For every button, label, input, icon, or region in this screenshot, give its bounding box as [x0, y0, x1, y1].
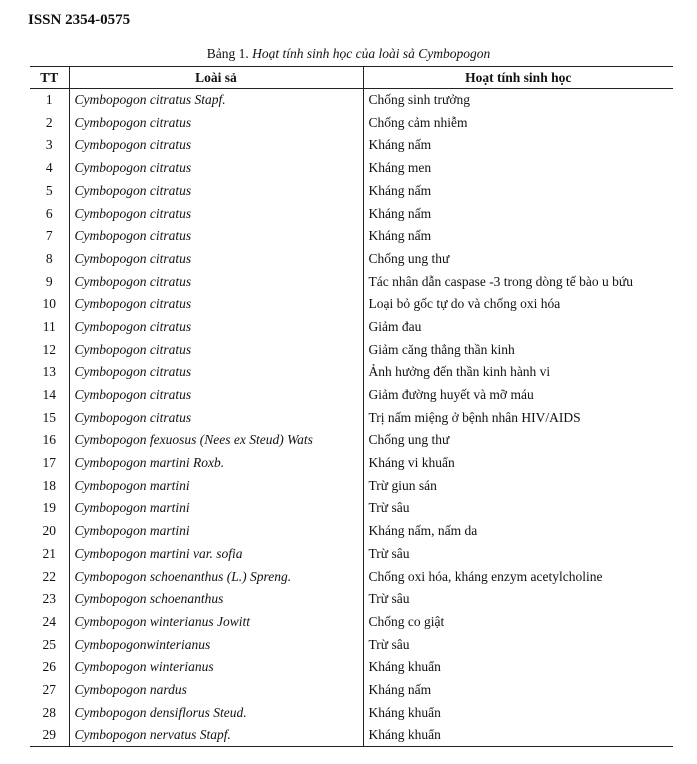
row-number: 29: [30, 724, 69, 747]
species-name: Cymbopogon citratus: [69, 247, 363, 270]
row-number: 15: [30, 406, 69, 429]
bioactivity: Kháng nấm, nấm da: [368, 523, 478, 539]
bioactivity: Trị nấm miệng ở bệnh nhân HIV/AIDS: [368, 409, 581, 425]
table-row: [30, 134, 673, 157]
table-row: [30, 383, 673, 406]
row-number: 3: [30, 134, 69, 157]
bioactivity: Kháng khuẩn: [368, 704, 441, 720]
row-number: 13: [30, 361, 69, 384]
bioactivity-table: [30, 66, 673, 747]
column-header-species: Loài sả: [69, 67, 363, 89]
table-row: [30, 361, 673, 384]
bioactivity: Ảnh hưởng đến thần kinh hành vi: [368, 364, 551, 380]
species-name: Cymbopogon citratus: [69, 361, 363, 384]
row-number: 18: [30, 474, 69, 497]
species-name: Cymbopogon schoenanthus: [69, 588, 363, 611]
table-row: [30, 633, 673, 656]
bioactivity: Kháng nấm: [368, 228, 432, 244]
species-name: Cymbopogon martini: [69, 474, 363, 497]
species-name: Cymbopogon densiflorus Steud.: [69, 701, 363, 724]
bioactivity: Tác nhân dẫn caspase -3 trong dòng tế bào u bứu: [368, 273, 633, 289]
column-header-activity: Hoạt tính sinh học: [363, 67, 673, 89]
bioactivity: Kháng khuẩn: [363, 724, 673, 747]
bioactivity: Trừ giun sán: [368, 477, 437, 493]
table-row: [30, 610, 673, 633]
table-header-row: [30, 67, 673, 89]
table-row: [30, 270, 673, 293]
table-row: [30, 497, 673, 520]
bioactivity: Trừ sâu: [368, 545, 410, 561]
bioactivity: Chống ung thư: [368, 432, 450, 448]
row-number: 21: [30, 542, 69, 565]
row-number: 7: [30, 225, 69, 248]
row-number: 5: [30, 179, 69, 202]
table-row: [30, 225, 673, 248]
table-row: [30, 89, 673, 112]
species-name: Cymbopogon martini: [69, 520, 363, 543]
bioactivity: Giảm đường huyết và mỡ máu: [368, 387, 534, 403]
table-row: [30, 179, 673, 202]
species-name: Cymbopogon schoenanthus (L.) Spreng.: [69, 565, 363, 588]
table-row: [30, 588, 673, 611]
table-row: [30, 701, 673, 724]
bioactivity: Chống ung thư: [368, 250, 450, 266]
species-name: Cymbopogon citratus: [69, 270, 363, 293]
row-number: 28: [30, 701, 69, 724]
bioactivity: Kháng khuẩn: [368, 659, 441, 675]
row-number: 2: [30, 111, 69, 134]
species-name: Cymbopogon martini: [69, 497, 363, 520]
species-name: Cymbopogon citratus: [69, 111, 363, 134]
row-number: 12: [30, 338, 69, 361]
bioactivity: Trừ sâu: [368, 591, 410, 607]
row-number: 6: [30, 202, 69, 225]
table-caption: [0, 46, 697, 62]
row-number: 25: [30, 633, 69, 656]
row-number: 1: [30, 89, 69, 112]
row-number: 8: [30, 247, 69, 270]
table-row: [30, 429, 673, 452]
row-number: 23: [30, 588, 69, 611]
species-name: Cymbopogon citratus: [69, 383, 363, 406]
table-row: [30, 678, 673, 701]
bioactivity: Chống sinh trưởng: [368, 92, 470, 108]
row-number: 24: [30, 610, 69, 633]
species-name: Cymbopogon citratus: [69, 406, 363, 429]
row-number: 14: [30, 383, 69, 406]
table-row: [30, 565, 673, 588]
bioactivity: Kháng nấm: [368, 205, 432, 221]
row-number: 10: [30, 293, 69, 316]
species-name: Cymbopogon citratus: [69, 134, 363, 157]
table-body: [30, 89, 673, 747]
row-number: 4: [30, 157, 69, 180]
table-header: [30, 67, 673, 89]
species-name: Cymbopogon nardus: [69, 678, 363, 701]
row-number: 19: [30, 497, 69, 520]
bioactivity: Kháng vi khuẩn: [368, 455, 455, 471]
species-name: Cymbopogon fexuosus (Nees ex Steud) Wats: [69, 429, 363, 452]
species-name: Cymbopogon citratus Stapf.: [69, 89, 363, 112]
species-name: Cymbopogon nervatus Stapf.: [69, 724, 363, 747]
table-row: [30, 656, 673, 679]
species-name: Cymbopogon citratus: [69, 338, 363, 361]
row-number: 16: [30, 429, 69, 452]
table-row: [30, 202, 673, 225]
table-row: [30, 315, 673, 338]
table-row: [30, 157, 673, 180]
species-name: Cymbopogon martini var. sofia: [69, 542, 363, 565]
row-number: 27: [30, 678, 69, 701]
caption-title: Hoạt tính sinh học của loài sả Cymbopogon: [252, 46, 491, 61]
table-row: [30, 724, 673, 747]
bioactivity: Kháng nấm: [368, 137, 432, 153]
bioactivity: Giảm căng thẳng thần kinh: [368, 341, 515, 357]
table-row: [30, 111, 673, 134]
species-name: Cymbopogon citratus: [69, 179, 363, 202]
table-row: [30, 542, 673, 565]
row-number: 17: [30, 452, 69, 475]
table-row: [30, 474, 673, 497]
species-name: Cymbopogon citratus: [69, 315, 363, 338]
species-name: Cymbopogon winterianus: [69, 656, 363, 679]
issn-header: ISSN 2354-0575: [28, 12, 131, 28]
bioactivity: Chống co giật: [368, 613, 445, 629]
table-row: [30, 452, 673, 475]
species-name: Cymbopogon winterianus Jowitt: [69, 610, 363, 633]
row-number: 11: [30, 315, 69, 338]
row-number: 20: [30, 520, 69, 543]
bioactivity: Chống cảm nhiễm: [368, 114, 468, 130]
bioactivity: Chống oxi hóa, kháng enzym acetylcholine: [368, 568, 603, 584]
bioactivity: Kháng nấm: [368, 681, 432, 697]
species-name: Cymbopogon citratus: [69, 225, 363, 248]
column-header-tt: TT: [30, 67, 69, 89]
bioactivity: Kháng nấm: [368, 182, 432, 198]
row-number: 9: [30, 270, 69, 293]
species-name: Cymbopogon citratus: [69, 157, 363, 180]
row-number: 22: [30, 565, 69, 588]
table-row: [30, 293, 673, 316]
bioactivity: Loại bỏ gốc tự do và chống oxi hóa: [368, 296, 561, 312]
row-number: 26: [30, 656, 69, 679]
species-name: Cymbopogon citratus: [69, 202, 363, 225]
table-row: [30, 247, 673, 270]
table-row: [30, 338, 673, 361]
table-row: [30, 406, 673, 429]
bioactivity: Giảm đau: [368, 318, 422, 334]
caption-prefix: Bảng 1.: [206, 46, 253, 61]
bioactivity: Trừ sâu: [368, 636, 410, 652]
bioactivity: Trừ sâu: [368, 500, 410, 516]
species-name: Cymbopogonwinterianus: [69, 633, 363, 656]
table-row: [30, 520, 673, 543]
bioactivity: Kháng men: [368, 160, 432, 176]
species-name: Cymbopogon citratus: [69, 293, 363, 316]
species-name: Cymbopogon martini Roxb.: [69, 452, 363, 475]
